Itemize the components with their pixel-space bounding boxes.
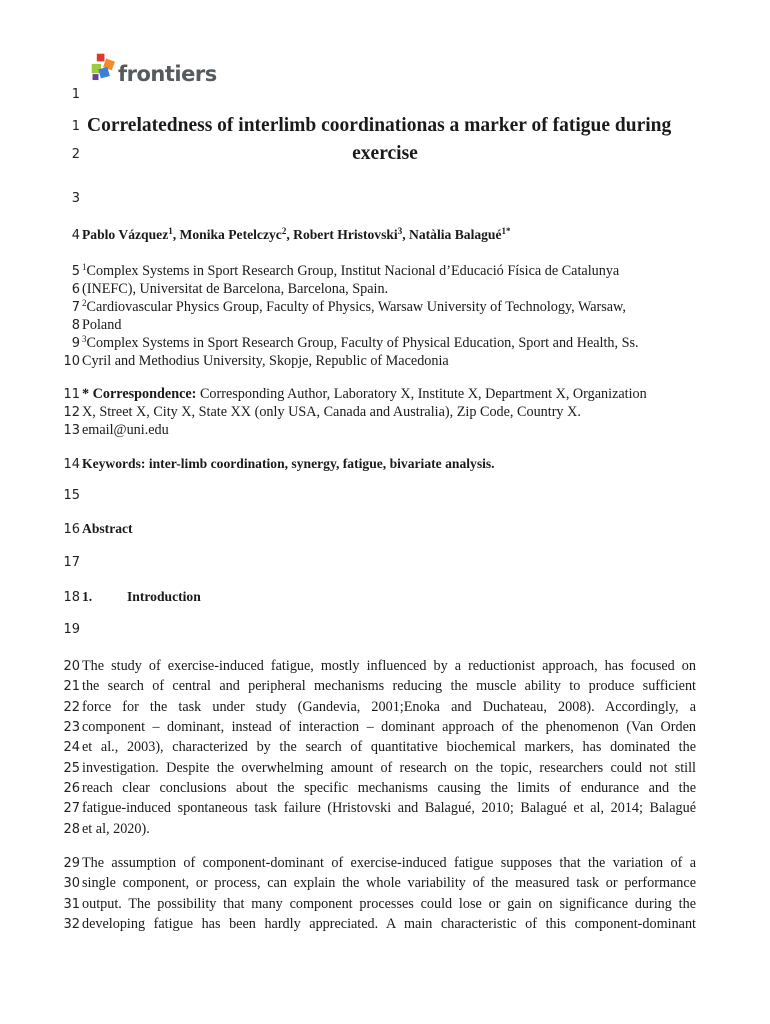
line-number: 17: [63, 555, 80, 570]
affiliation-mark: 2: [82, 298, 87, 308]
line-number: 14: [63, 457, 80, 472]
author-list: Pablo Vázquez$^1$, Monika Petelczyc$^2$, Robert Hristovski$^3$, Natàlia Balagué$^{1*}$: [82, 226, 511, 242]
affiliation-line: Poland: [82, 317, 122, 333]
line-number: 16: [63, 522, 80, 537]
body-text-line: The study of exercise-induced fatigue, mostly influenced by a reductionist approach, has focused on: [82, 658, 696, 674]
author-affiliation-mark: 1*: [501, 226, 511, 236]
section-number: 1.: [82, 589, 93, 604]
paper-title-line-2: exercise: [352, 143, 418, 164]
affiliation-text: Cardiovascular Physics Group, Faculty of Physics, Warsaw University of Technology, Warsaw,: [86, 299, 626, 315]
abstract-heading: Abstract: [82, 521, 133, 536]
line-number: 13: [63, 423, 80, 438]
line-number: 15: [63, 488, 80, 503]
line-number: 5: [71, 264, 80, 279]
brand-logo-text: frontiers: [118, 62, 217, 86]
body-text-line: fatigue-induced spontaneous task failure (Hristovski and Balagué, 2010; Balagué et al, 2014; Balagué: [82, 800, 696, 816]
line-number: 2: [71, 147, 80, 162]
line-number: 28: [63, 822, 80, 837]
affiliation-text: Complex Systems in Sport Research Group, Institut Nacional d’Educació Física de Catalunya: [86, 263, 620, 279]
correspondence-email: email@uni.edu: [82, 422, 169, 438]
line-number: 1: [71, 119, 80, 134]
line-number: 27: [63, 801, 80, 816]
body-text-line: component – dominant, instead of interaction – dominant approach of the phenomenon (Van Orden: [82, 719, 696, 735]
line-number: 1: [71, 87, 80, 102]
correspondence-line: [82, 387, 647, 401]
line-number: 20: [63, 659, 80, 674]
line-number: 22: [63, 700, 80, 715]
line-number: 32: [63, 917, 80, 932]
author-name: Monika Petelczyc: [179, 227, 282, 242]
line-number: 4: [71, 228, 80, 243]
line-number: 26: [63, 781, 80, 796]
line-number: 23: [63, 720, 80, 735]
line-number: 21: [63, 679, 80, 694]
line-number: 25: [63, 761, 80, 776]
section-title: Introduction: [127, 589, 201, 604]
affiliation-line: [82, 336, 639, 350]
affiliation-mark: 1: [82, 262, 87, 272]
body-text-line: investigation. Despite the overwhelming amount of research on the topic, researchers could not still: [82, 760, 696, 776]
author-affiliation-mark: 3: [397, 226, 403, 236]
body-text-line: developing fatigue has been hardly appreciated. A main characteristic of this component-dominant: [82, 916, 696, 932]
affiliation-text: Complex Systems in Sport Research Group, Faculty of Physical Education, Sport and Health, Ss.: [86, 335, 639, 351]
keywords-line: Keywords: inter-limb coordination, synergy, fatigue, bivariate analysis.: [82, 456, 495, 471]
line-number: 8: [71, 318, 80, 333]
line-number: 3: [71, 191, 80, 206]
affiliation-line: Cyril and Methodius University, Skopje, Republic of Macedonia: [82, 353, 449, 369]
author-affiliation-mark: 1: [168, 226, 173, 236]
line-number: 9: [71, 336, 80, 351]
line-number: 11: [63, 387, 80, 402]
line-number: 12: [63, 405, 80, 420]
author-affiliation-mark: 2: [281, 226, 287, 236]
body-text-line: output. The possibility that many component processes could lose or gain on significance during the: [82, 896, 696, 912]
body-text-line: et al., 2003), characterized by the search of quantitative biochemical markers, has dominated the: [82, 739, 696, 755]
body-text-line: et al, 2020).: [82, 821, 150, 837]
affiliation-mark: 3: [82, 334, 87, 344]
body-text-line: force for the task under study (Gandevia, 2001;Enoka and Duchateau, 2008). Accordingly, a: [82, 699, 696, 715]
line-number: 29: [63, 856, 80, 871]
paper-title-line-1: Correlatedness of interlimb coordinationas a marker of fatigue during: [87, 115, 672, 136]
line-number: 6: [71, 282, 80, 297]
affiliation-line: [82, 264, 619, 278]
line-number: 19: [63, 622, 80, 637]
line-number: 24: [63, 740, 80, 755]
body-text-line: the search of central and peripheral mechanisms reducing the muscle ability to produce sufficient: [82, 678, 696, 694]
line-number: 10: [63, 354, 80, 369]
author-name: Natàlia Balagué: [409, 227, 502, 242]
correspondence-label: * Correspondence:: [82, 386, 197, 402]
affiliation-line: [82, 300, 626, 314]
line-number: 18: [63, 590, 80, 605]
body-text-line: The assumption of component-dominant of exercise-induced fatigue supposes that the variation of a: [82, 855, 696, 871]
line-number: 31: [63, 897, 80, 912]
affiliation-line: (INEFC), Universitat de Barcelona, Barcelona, Spain.: [82, 281, 389, 297]
body-text-line: reach clear conclusions about the specific mechanisms causing the limits of endurance and the: [82, 780, 696, 796]
correspondence-text: Corresponding Author, Laboratory X, Institute X, Department X, Organization: [196, 386, 647, 402]
correspondence-line: X, Street X, City X, State XX (only USA, Canada and Australia), Zip Code, Country X.: [82, 404, 581, 420]
author-name: Robert Hristovski: [293, 227, 398, 242]
line-number: 30: [63, 876, 80, 891]
body-text-line: single component, or process, can explain the whole variability of the measured task or performance: [82, 875, 696, 891]
line-number: 7: [71, 300, 80, 315]
author-name: Pablo Vázquez: [82, 227, 169, 242]
